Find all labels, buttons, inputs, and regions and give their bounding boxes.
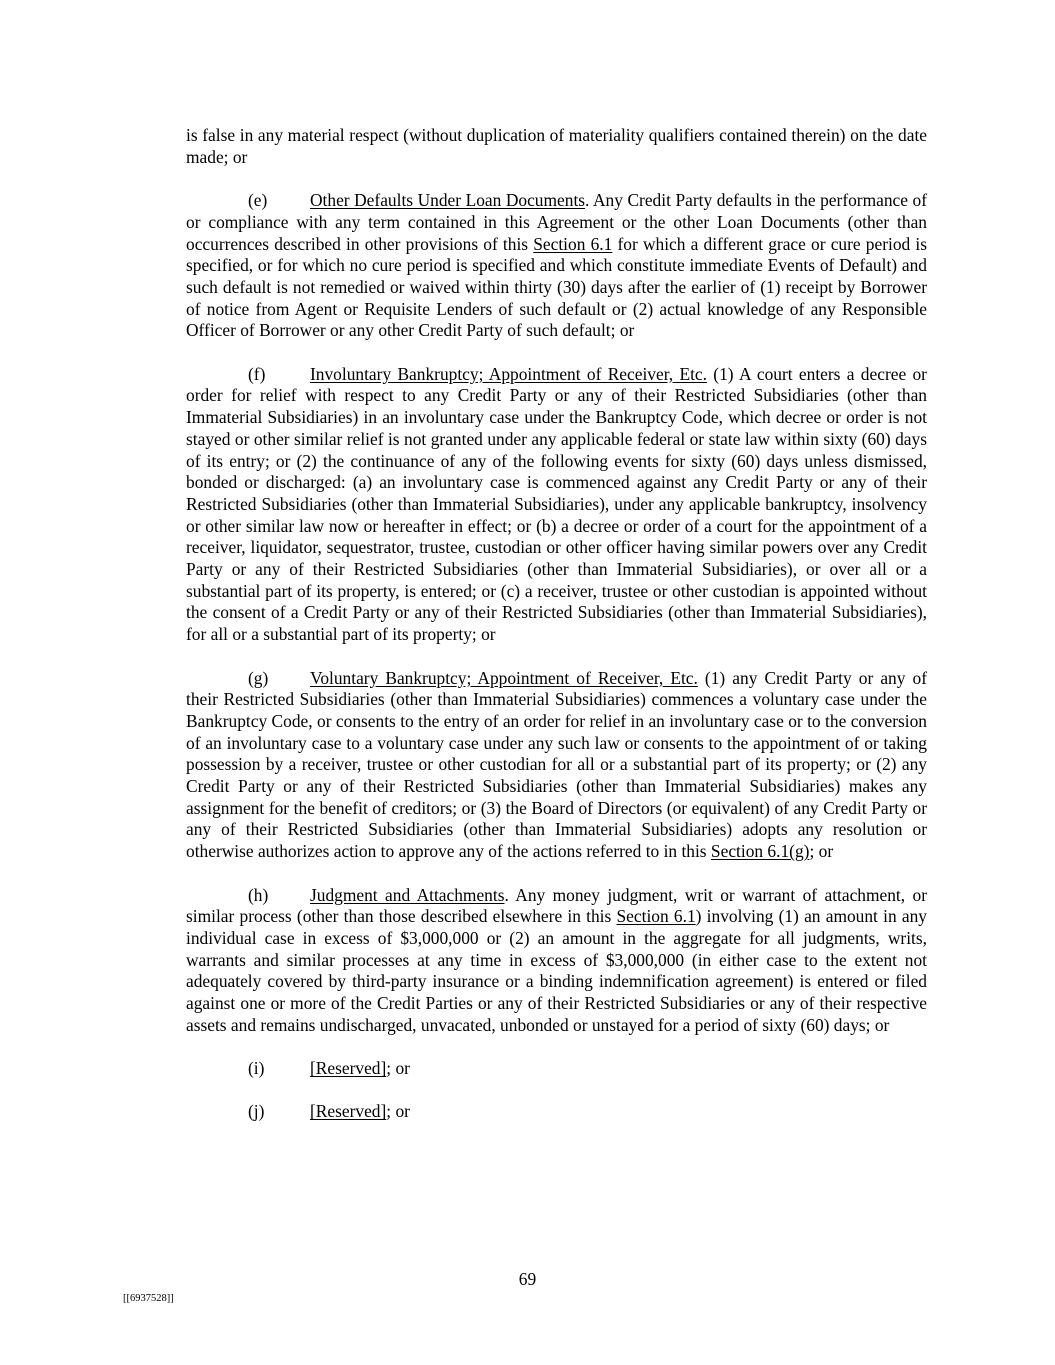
intro-paragraph bbox=[186, 125, 927, 168]
document-id: [[6937528]] bbox=[123, 1293, 174, 1304]
page-number: 69 bbox=[518, 1269, 537, 1289]
paragraph-j-text: ; or bbox=[386, 1101, 410, 1122]
paragraph-h-label: (h) bbox=[248, 884, 269, 905]
paragraph-f-text: (1) A court enters a decree or order for relief with respect to any Credit Party or any of their Restricted Subsidiaries (other than Immaterial Subsidiaries) in an involuntary case under the Bankruptcy Code, which decree or order is not stayed or other similar relief is not granted under any applicable federal or state law within sixty (60) days of its entry; or (2) the continuance of any of the following events for sixty (60) days unless dismissed, bonded or discharged: (a) an involuntary case is commenced against any Credit Party or any of their Restricted Subsidiaries (other than Immaterial Subsidiaries), under any applicable bankruptcy, insolvency or other similar law now or hereafter in effect; or (b) a decree or order of a court for the appointment of a receiver, liquidator, sequestrator, trustee, custodian or other officer having similar powers over any Credit Party or any of their Restricted Subsidiaries (other than Immaterial Subsidiaries), or over all or a substantial part of its property, is entered; or (c) a receiver, trustee or other custodian is appointed without the consent of a Credit Party or any of their Restricted Subsidiaries (other than Immaterial Subsidiaries), for all or a substantial part of its property; or bbox=[186, 363, 927, 645]
paragraph-g-heading: Voluntary Bankruptcy; Appointment of Receiver, Etc. bbox=[310, 667, 698, 688]
intro-text: is false in any material respect (without duplication of materiality qualifiers contained therein) on the date made; or bbox=[186, 125, 927, 167]
paragraph-j bbox=[186, 1101, 927, 1123]
paragraph-f-heading: Involuntary Bankruptcy; Appointment of Receiver, Etc. bbox=[310, 363, 707, 384]
section-reference: Section 6.1 bbox=[616, 906, 696, 927]
paragraph-g bbox=[186, 668, 927, 863]
paragraph-e bbox=[186, 190, 927, 342]
paragraph-h-text-continued: ) involving (1) an amount in any individual case in excess of $3,000,000 or (2) an amount in the aggregate for all judgments, writs, warrants and similar processes at any time in excess of $3,000,000 (in either case to the extent not adequately covered by third-party insurance or a binding indemnification agreement) is entered or filed against one or more of the Credit Parties or any of their Restricted Subsidiaries or any of their respective assets and remains undischarged, unvacated, unbonded or unstayed for a period of sixty (60) days; or bbox=[186, 906, 927, 1035]
paragraph-f bbox=[186, 364, 927, 646]
document-body bbox=[186, 125, 927, 1144]
section-reference: Section 6.1 bbox=[533, 233, 613, 254]
paragraph-i-label: (i) bbox=[248, 1058, 265, 1079]
paragraph-i-text: ; or bbox=[386, 1058, 410, 1079]
paragraph-j-heading: [Reserved] bbox=[310, 1101, 387, 1122]
paragraph-h bbox=[186, 885, 927, 1037]
paragraph-j-label: (j) bbox=[248, 1101, 265, 1122]
paragraph-g-text-continued: ; or bbox=[809, 841, 834, 862]
paragraph-e-heading: Other Defaults Under Loan Documents bbox=[310, 190, 586, 211]
section-reference: Section 6.1(g) bbox=[710, 841, 810, 862]
paragraph-e-label: (e) bbox=[248, 190, 268, 211]
paragraph-h-heading: Judgment and Attachments bbox=[310, 884, 505, 905]
paragraph-g-text: (1) any Credit Party or any of their Restricted Subsidiaries (other than Immaterial Subsidiaries) commences a voluntary case under the Bankruptcy Code, or consents to the entry of an order for relief in an involuntary case or to the conversion of an involuntary case to a voluntary case under any such law or consents to the appointment of or taking possession by a receiver, trustee or other custodian for all or a substantial part of its property; or (2) any Credit Party or any of their Restricted Subsidiaries (other than Immaterial Subsidiaries) makes any assignment for the benefit of creditors; or (3) the Board of Directors (or equivalent) of any Credit Party or any of their Restricted Subsidiaries (other than Immaterial Subsidiaries) adopts any resolution or otherwise authorizes action to approve any of the actions referred to in this bbox=[186, 667, 927, 862]
paragraph-i bbox=[186, 1058, 927, 1080]
paragraph-e-text-continued: for which a different grace or cure period is specified, or for which no cure period is specified and which constitute immediate Events of Default) and such default is not remedied or waived within thirty (30) days after the earlier of (1) receipt by Borrower of notice from Agent or Requisite Lenders of such default or (2) actual knowledge of any Responsible Officer of Borrower or any other Credit Party of such default; or bbox=[186, 233, 928, 341]
paragraph-e-text: . Any Credit Party defaults in the performance of or compliance with any term contained in this Agreement or the other Loan Documents (other than occurrences described in other provisions of this bbox=[186, 190, 927, 254]
paragraph-i-heading: [Reserved] bbox=[310, 1058, 387, 1079]
paragraph-h-text: . Any money judgment, writ or warrant of attachment, or similar process (other than those described elsewhere in this bbox=[186, 884, 927, 927]
paragraph-g-label: (g) bbox=[248, 667, 269, 688]
paragraph-f-label: (f) bbox=[248, 363, 266, 384]
